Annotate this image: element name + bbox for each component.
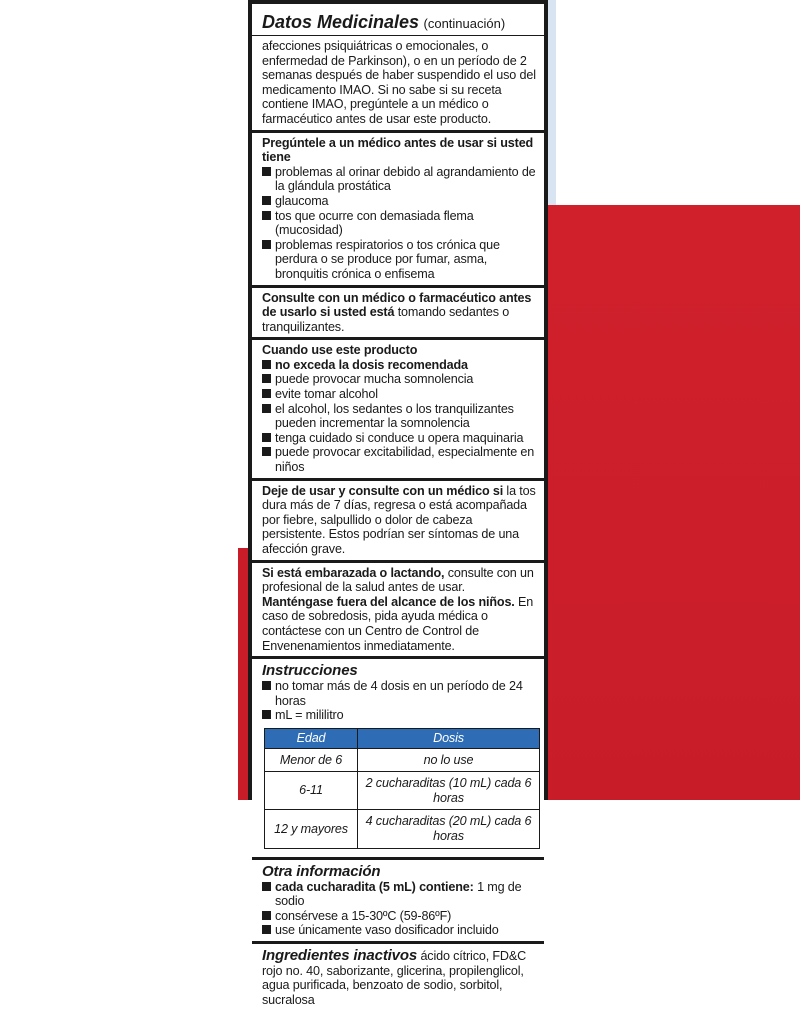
panel-header (252, 4, 544, 36)
right-top-strip (548, 0, 556, 205)
left-background (0, 0, 248, 800)
list-item (262, 402, 536, 431)
list-item (262, 209, 536, 238)
list-item (262, 238, 536, 282)
left-red-strip (238, 548, 248, 800)
sodium-value: 1 mg de sodio (275, 879, 522, 909)
stop-use-heading: Deje de usar y consulte con un médico si (262, 483, 504, 498)
ask-doctor-heading: Pregúntele a un médico antes de usar si usted tiene (262, 135, 534, 165)
list-item-text: glaucoma (275, 193, 329, 208)
ask-doctor-section (252, 133, 544, 288)
inactive-ingredients-section (252, 944, 544, 1011)
list-item (262, 194, 536, 209)
bullet-icon (262, 240, 271, 249)
bullet-icon (262, 389, 271, 398)
list-item-text: consérvese a 15-30ºC (59-86ºF) (275, 908, 452, 923)
when-using-heading: Cuando use este producto (262, 343, 418, 358)
dosage-table (264, 728, 540, 849)
table-row (265, 810, 540, 848)
cell-dose: no lo use (358, 748, 540, 772)
list-item-text: evite tomar alcohol (275, 387, 378, 402)
column-header-age: Edad (265, 728, 358, 748)
right-red-background (548, 0, 800, 800)
panel-title-note: (continuación) (423, 16, 506, 31)
bullet-icon (262, 374, 271, 383)
list-item-text: puede provocar mucha somnolencia (275, 372, 474, 387)
list-item (262, 445, 536, 474)
when-using-section (252, 340, 544, 480)
inactive-text: ácido cítrico, FD&C rojo no. 40, saborizante, glicerina, propilenglicol, agua purificada, benzoato de sodio, sorbitol, sucralosa (262, 948, 527, 1008)
list-item-text: problemas respiratorios o tos crónica que perdura o se produce por fumar, asma, bronquitis crónica o enfisema (275, 237, 500, 281)
cell-age: Menor de 6 (265, 748, 358, 772)
list-item-text: no tomar más de 4 dosis en un período de 24 horas (275, 679, 523, 708)
pregnant-text: consulte con un profesional de la salud antes de usar. (262, 565, 534, 595)
inactive-heading: Ingredientes inactivos (262, 946, 418, 964)
list-item-text: problemas al orinar debido al agrandamiento de la glándula prostática (275, 164, 536, 194)
list-item-text: puede provocar excitabilidad, especialmente en niños (275, 445, 535, 475)
pregnant-heading: Si está embarazada o lactando, (262, 565, 445, 580)
instructions-section (252, 659, 544, 859)
list-item (262, 165, 536, 194)
list-item (262, 431, 536, 446)
bullet-icon (262, 167, 271, 176)
instructions-heading: Instrucciones (262, 662, 358, 680)
bullet-icon (262, 710, 271, 719)
stop-use-section (252, 481, 544, 563)
bullet-icon (262, 404, 271, 413)
bullet-icon (262, 911, 271, 920)
intro-section (252, 36, 544, 133)
consult-section (252, 288, 544, 341)
list-item (262, 387, 536, 402)
list-item-text: mL = mililitro (275, 708, 344, 723)
bullet-icon (262, 882, 271, 891)
keep-away-warning: Manténgase fuera del alcance de los niños. (262, 594, 515, 609)
other-info-section (252, 860, 544, 944)
consult-text: tomando sedantes o tranquilizantes. (262, 305, 510, 334)
bullet-icon (262, 447, 271, 456)
panel-title: Datos Medicinales (262, 12, 420, 32)
bullet-icon (262, 196, 271, 205)
list-item-text: use únicamente vaso dosificador incluido (275, 923, 499, 938)
cell-dose: 2 cucharaditas (10 mL) cada 6 horas (358, 772, 540, 810)
list-item (262, 358, 536, 373)
list-item (262, 909, 536, 924)
drug-facts-panel (248, 0, 548, 1008)
intro-text: afecciones psiquiátricas o emocionales, o enfermedad de Parkinson), o en un período de 2 semanas después de haber suspendido el uso del medicamento IMAO. Si no sabe si su receta contiene IMAO, pregúntele a un médico o farmacéutico antes de usar este producto. (262, 39, 536, 126)
column-header-dose: Dosis (358, 728, 540, 748)
bullet-icon (262, 925, 271, 934)
other-info-heading: Otra información (262, 862, 381, 880)
cell-dose: 4 cucharaditas (20 mL) cada 6 horas (358, 810, 540, 848)
list-item (262, 708, 536, 723)
consult-heading: Consulte con un médico o farmacéutico antes de usarlo si usted está (262, 290, 532, 320)
sodium-label: cada cucharadita (5 mL) contiene: (275, 879, 474, 894)
list-item-text: tos que ocurre con demasiada flema (mucosidad) (275, 208, 474, 238)
list-item-text: el alcohol, los sedantes o los tranquilizantes pueden incrementar la somnolencia (275, 401, 514, 431)
cell-age: 12 y mayores (265, 810, 358, 848)
table-row (265, 772, 540, 810)
list-item (262, 880, 536, 909)
list-item-text: tenga cuidado si conduce u opera maquinaria (275, 430, 524, 445)
cell-age: 6-11 (265, 772, 358, 810)
bullet-icon (262, 211, 271, 220)
list-item (262, 923, 536, 938)
table-row (265, 748, 540, 772)
pregnant-section (252, 563, 544, 660)
stop-use-text: la tos dura más de 7 días, regresa o está acompañada por fiebre, salpullido o dolor de cabeza persistente. Estos podrían ser síntomas de una afección grave. (262, 483, 536, 556)
table-header-row (265, 728, 540, 748)
bullet-icon (262, 681, 271, 690)
list-item (262, 372, 536, 387)
overdose-text: En caso de sobredosis, pida ayuda médica o contáctese con un Centro de Control de Envenenamientos inmediatamente. (262, 594, 534, 653)
list-item-text: no exceda la dosis recomendada (275, 357, 468, 372)
bullet-icon (262, 433, 271, 442)
list-item (262, 679, 536, 708)
bullet-icon (262, 360, 271, 369)
